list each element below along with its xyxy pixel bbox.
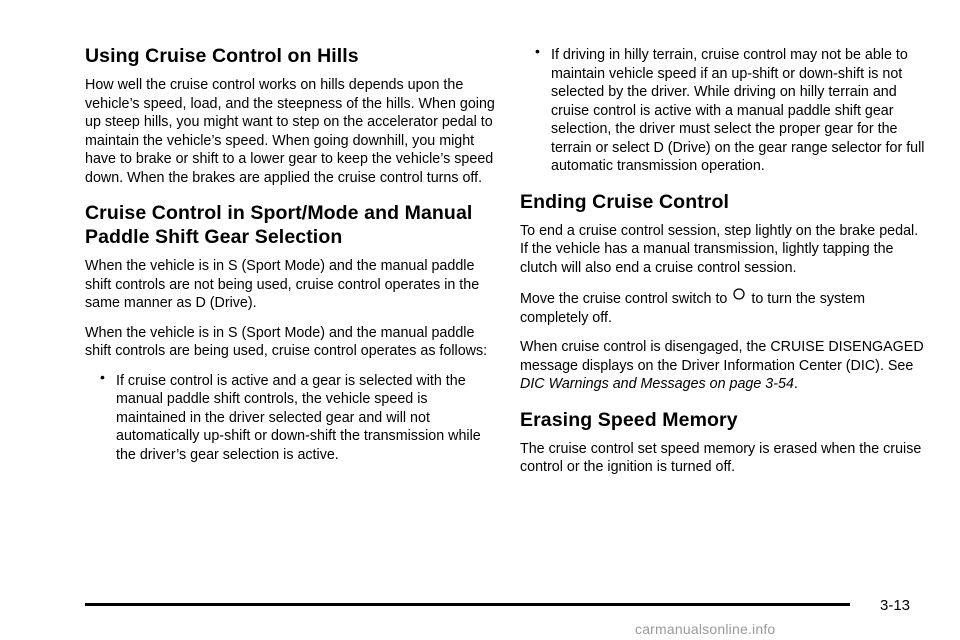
bullet-icon: • xyxy=(100,368,105,385)
bullet-text: If driving in hilly terrain, cruise control may not be able to maintain vehicle speed if an up-shift or down-shift is not selected by the driver. While driving on hilly terrain and cruise control is active with a manual paddle shift gear selection, the driver must select the proper gear for the terrain or select D (Drive) on the gear range selector for full automatic transmission operation. xyxy=(551,47,925,174)
ending-paragraph-3-end: . xyxy=(793,376,798,392)
footer-rule xyxy=(85,603,850,606)
section-heading-ending: Ending Cruise Control xyxy=(520,190,730,213)
sport-paragraph-2: When the vehicle is in S (Sport Mode) and the manual paddle shift controls are being used, cruise control operates as follows: xyxy=(85,324,488,359)
hills-paragraph: How well the cruise control works on hills depends upon the vehicle’s speed, load, and the steepness of the hills. When going up steep hills, you might want to step on the accelerator pedal to maintain the vehicle’s speed. When going downhill, you might have to brake or shift to a lower gear to keep the vehicle’s speed down. When the brakes are applied the cruise control turns off. xyxy=(85,77,495,186)
ending-paragraph-3-text: When cruise control is disengaged, the CRUISE DISENGAGED message displays on the Driver Information Center (DIC). See xyxy=(520,339,924,374)
page-number: 3-13 xyxy=(880,597,911,614)
section-heading-hills: Using Cruise Control on Hills xyxy=(85,45,359,67)
ending-paragraph-2 xyxy=(520,288,930,327)
watermark-text: carmanualsonline.info xyxy=(635,621,776,637)
sport-paragraph-1: When the vehicle is in S (Sport Mode) and the manual paddle shift controls are not being used, cruise control operates in the same manner as D (Drive). xyxy=(85,258,480,311)
section-heading-sport-mode: Cruise Control in Sport/Mode and Manual Paddle Shift Gear Selection xyxy=(85,202,473,248)
bullet-item-hilly-terrain xyxy=(520,43,930,176)
dic-warnings-reference-link[interactable]: DIC Warnings and Messages on page 3-54 xyxy=(520,376,794,392)
ending-paragraph-2-end: to turn the system completely off. xyxy=(520,291,865,326)
right-column xyxy=(520,43,930,488)
erasing-paragraph: The cruise control set speed memory is erased when the cruise control or the ignition is turned off. xyxy=(520,440,922,475)
bullet-icon: • xyxy=(535,43,540,59)
ending-paragraph-2-start: Move the cruise control switch to xyxy=(520,291,728,307)
ending-paragraph-3 xyxy=(520,338,930,394)
ending-paragraph-1: To end a cruise control session, step lightly on the brake pedal. If the vehicle has a manual transmission, lightly tapping the clutch will also end a cruise control session. xyxy=(520,222,919,276)
section-heading-erasing: Erasing Speed Memory xyxy=(520,408,738,431)
bullet-item-gear-selected xyxy=(85,368,495,465)
left-column xyxy=(85,44,495,475)
bullet-text: If cruise control is active and a gear is selected with the manual paddle shift controls, the vehicle speed is maintained in the driver selected gear and will not automatically up-shift or down-shift the transmission while the driver’s gear selection is active. xyxy=(116,372,481,463)
off-position-circle-icon xyxy=(733,288,745,302)
